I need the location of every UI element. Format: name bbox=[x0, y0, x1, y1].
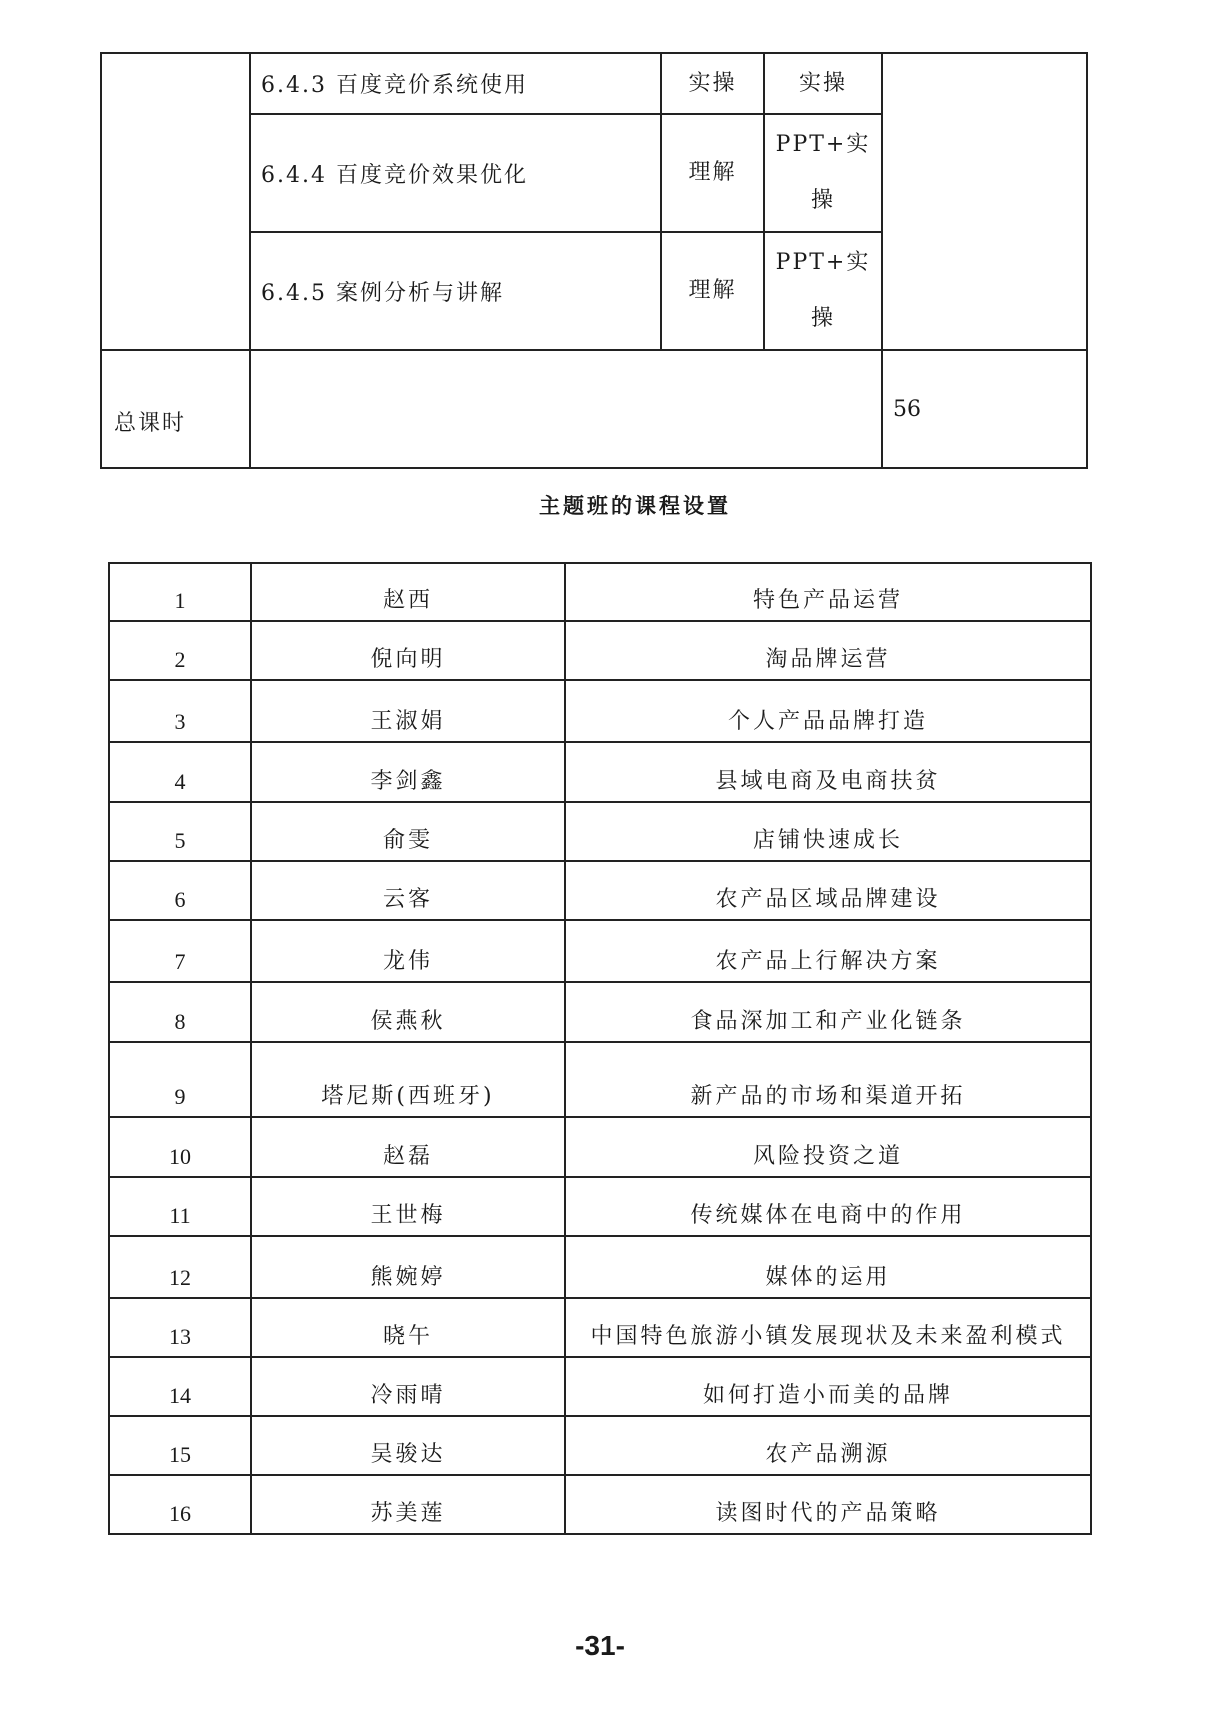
theme-course-table bbox=[108, 562, 1092, 1535]
course-row bbox=[109, 1117, 1091, 1177]
lesson-item: 6.4.4 百度竞价效果优化 bbox=[250, 114, 661, 232]
speaker-name: 苏美莲 bbox=[251, 1475, 565, 1534]
teaching-method: 实操 bbox=[764, 53, 882, 114]
total-hours-row bbox=[101, 350, 1087, 468]
course-number: 6 bbox=[109, 861, 251, 920]
speaker-name: 塔尼斯(西班牙) bbox=[251, 1042, 565, 1117]
page-number: -31- bbox=[575, 1630, 625, 1661]
course-number: 1 bbox=[109, 563, 251, 621]
hours-cell bbox=[882, 53, 1087, 350]
course-row bbox=[109, 1298, 1091, 1357]
lesson-item: 6.4.3 百度竞价系统使用 bbox=[250, 53, 661, 114]
course-number: 11 bbox=[109, 1177, 251, 1236]
course-number: 10 bbox=[109, 1117, 251, 1177]
course-number: 2 bbox=[109, 621, 251, 680]
speaker-name: 龙伟 bbox=[251, 920, 565, 982]
speaker-name: 王世梅 bbox=[251, 1177, 565, 1236]
course-row bbox=[109, 1042, 1091, 1117]
course-row bbox=[109, 861, 1091, 920]
total-hours-value: 56 bbox=[882, 350, 1087, 468]
course-topic: 中国特色旅游小镇发展现状及未来盈利模式 bbox=[565, 1298, 1091, 1357]
speaker-name: 李剑鑫 bbox=[251, 742, 565, 802]
speaker-name: 冷雨晴 bbox=[251, 1357, 565, 1416]
course-topic: 媒体的运用 bbox=[565, 1236, 1091, 1298]
course-topic: 县域电商及电商扶贫 bbox=[565, 742, 1091, 802]
course-row bbox=[109, 1475, 1091, 1534]
course-row bbox=[109, 920, 1091, 982]
course-number: 15 bbox=[109, 1416, 251, 1475]
course-row bbox=[109, 742, 1091, 802]
total-hours-blank bbox=[250, 350, 882, 468]
course-row bbox=[109, 1177, 1091, 1236]
course-topic: 特色产品运营 bbox=[565, 563, 1091, 621]
course-row bbox=[109, 621, 1091, 680]
speaker-name: 赵磊 bbox=[251, 1117, 565, 1177]
course-topic: 新产品的市场和渠道开拓 bbox=[565, 1042, 1091, 1117]
module-cell bbox=[101, 53, 250, 350]
course-topic: 风险投资之道 bbox=[565, 1117, 1091, 1177]
course-row bbox=[109, 563, 1091, 621]
speaker-name: 王淑娟 bbox=[251, 680, 565, 742]
course-number: 8 bbox=[109, 982, 251, 1042]
speaker-name: 吴骏达 bbox=[251, 1416, 565, 1475]
speaker-name: 云客 bbox=[251, 861, 565, 920]
teaching-method: PPT+实操 bbox=[764, 232, 882, 350]
course-row bbox=[109, 982, 1091, 1042]
course-number: 4 bbox=[109, 742, 251, 802]
total-hours-label: 总课时 bbox=[101, 350, 250, 468]
course-topic: 食品深加工和产业化链条 bbox=[565, 982, 1091, 1042]
course-number: 14 bbox=[109, 1357, 251, 1416]
course-topic: 店铺快速成长 bbox=[565, 802, 1091, 861]
speaker-name: 俞雯 bbox=[251, 802, 565, 861]
course-row bbox=[109, 802, 1091, 861]
course-topic: 淘品牌运营 bbox=[565, 621, 1091, 680]
course-number: 12 bbox=[109, 1236, 251, 1298]
section-title: 主题班的课程设置 bbox=[539, 494, 731, 518]
course-row bbox=[109, 1236, 1091, 1298]
speaker-name: 侯燕秋 bbox=[251, 982, 565, 1042]
speaker-name: 倪向明 bbox=[251, 621, 565, 680]
course-number: 3 bbox=[109, 680, 251, 742]
course-number: 5 bbox=[109, 802, 251, 861]
course-topic: 农产品溯源 bbox=[565, 1416, 1091, 1475]
course-number: 13 bbox=[109, 1298, 251, 1357]
course-topic: 农产品上行解决方案 bbox=[565, 920, 1091, 982]
course-number: 16 bbox=[109, 1475, 251, 1534]
lesson-type: 实操 bbox=[661, 53, 764, 114]
course-number: 7 bbox=[109, 920, 251, 982]
speaker-name: 赵西 bbox=[251, 563, 565, 621]
curriculum-table-continued bbox=[100, 52, 1088, 469]
lesson-item: 6.4.5 案例分析与讲解 bbox=[250, 232, 661, 350]
lesson-type: 理解 bbox=[661, 232, 764, 350]
course-row bbox=[109, 1357, 1091, 1416]
lesson-type: 理解 bbox=[661, 114, 764, 232]
course-topic: 如何打造小而美的品牌 bbox=[565, 1357, 1091, 1416]
course-row bbox=[109, 1416, 1091, 1475]
course-number: 9 bbox=[109, 1042, 251, 1117]
table-row bbox=[101, 53, 1087, 114]
course-topic: 传统媒体在电商中的作用 bbox=[565, 1177, 1091, 1236]
speaker-name: 熊婉婷 bbox=[251, 1236, 565, 1298]
speaker-name: 晓午 bbox=[251, 1298, 565, 1357]
course-topic: 农产品区域品牌建设 bbox=[565, 861, 1091, 920]
course-topic: 个人产品品牌打造 bbox=[565, 680, 1091, 742]
course-row bbox=[109, 680, 1091, 742]
course-topic: 读图时代的产品策略 bbox=[565, 1475, 1091, 1534]
teaching-method: PPT+实操 bbox=[764, 114, 882, 232]
